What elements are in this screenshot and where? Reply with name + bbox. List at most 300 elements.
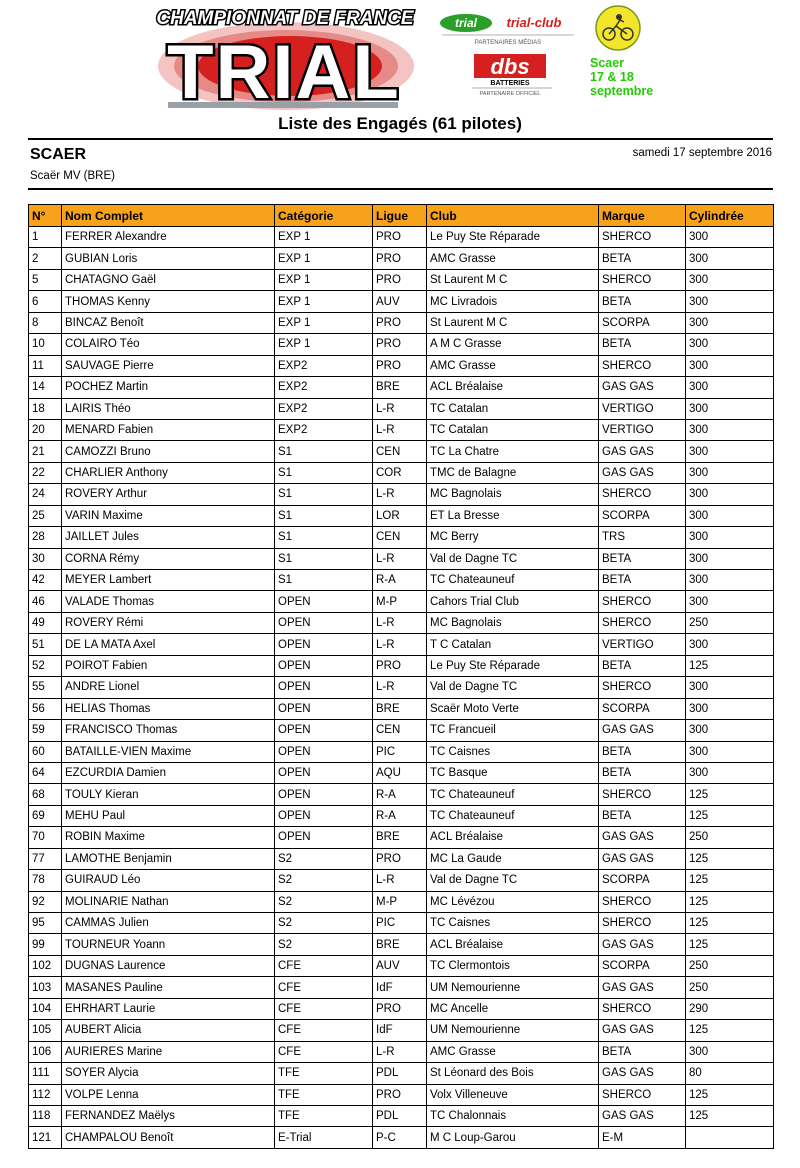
table-row (29, 269, 774, 290)
cell-brand: GAS GAS (599, 1063, 686, 1084)
championnat-trial-logo (150, 4, 420, 112)
cell-brand: BETA (599, 291, 686, 312)
cell-displacement: 300 (686, 248, 774, 269)
cell-displacement: 300 (686, 677, 774, 698)
table-row (29, 248, 774, 269)
cell-name: BINCAZ Benoît (62, 312, 275, 333)
cell-league: AUV (373, 291, 427, 312)
cell-brand: SCORPA (599, 505, 686, 526)
cell-displacement: 300 (686, 762, 774, 783)
cell-category: EXP 1 (275, 291, 373, 312)
cell-displacement: 290 (686, 998, 774, 1019)
cell-number: 6 (29, 291, 62, 312)
cell-number: 121 (29, 1127, 62, 1148)
cell-category: S1 (275, 527, 373, 548)
cell-number: 60 (29, 741, 62, 762)
cell-category: TFE (275, 1105, 373, 1126)
cell-club: ET La Bresse (427, 505, 599, 526)
cell-name: POIROT Fabien (62, 655, 275, 676)
cell-name: MASANES Pauline (62, 977, 275, 998)
table-row (29, 1063, 774, 1084)
cell-league: PRO (373, 848, 427, 869)
cell-category: OPEN (275, 827, 373, 848)
divider-bottom (28, 188, 773, 190)
cell-category: S2 (275, 870, 373, 891)
cell-displacement: 300 (686, 441, 774, 462)
table-row (29, 227, 774, 248)
cell-name: THOMAS Kenny (62, 291, 275, 312)
cell-displacement: 125 (686, 1020, 774, 1041)
cell-category: S1 (275, 505, 373, 526)
dbs-batteries-logo (468, 52, 558, 96)
cell-number: 106 (29, 1041, 62, 1062)
cell-category: EXP 1 (275, 227, 373, 248)
cell-club: T C Catalan (427, 634, 599, 655)
trial-club-logo-text: trial-club (506, 15, 562, 30)
cell-league: PRO (373, 227, 427, 248)
cell-number: 28 (29, 527, 62, 548)
cell-club: MC Bagnolais (427, 612, 599, 633)
cell-category: OPEN (275, 612, 373, 633)
cell-name: CHARLIER Anthony (62, 462, 275, 483)
table-row (29, 698, 774, 719)
cell-number: 56 (29, 698, 62, 719)
cell-displacement: 300 (686, 269, 774, 290)
cell-category: S2 (275, 913, 373, 934)
cell-brand: GAS GAS (599, 1105, 686, 1126)
trial-magazine-logo-text: trial (454, 16, 478, 30)
cell-club: TC Caisnes (427, 741, 599, 762)
cell-league: L-R (373, 398, 427, 419)
cell-name: AURIERES Marine (62, 1041, 275, 1062)
cell-brand: BETA (599, 248, 686, 269)
table-row (29, 913, 774, 934)
cell-club: UM Nemourienne (427, 977, 599, 998)
cell-name: CHAMPALOU Benoît (62, 1127, 275, 1148)
cell-displacement: 300 (686, 570, 774, 591)
table-row (29, 655, 774, 676)
cell-category: CFE (275, 1020, 373, 1041)
col-header-displacement: Cylindrée (686, 205, 774, 227)
cell-displacement: 125 (686, 870, 774, 891)
venue-line-month: septembre (590, 84, 654, 98)
cell-brand: GAS GAS (599, 720, 686, 741)
cell-name: CAMOZZI Bruno (62, 441, 275, 462)
cell-league: CEN (373, 720, 427, 741)
cell-league: PRO (373, 355, 427, 376)
cell-category: EXP2 (275, 419, 373, 440)
cell-category: S1 (275, 548, 373, 569)
cell-club: Le Puy Ste Réparade (427, 655, 599, 676)
cell-displacement: 250 (686, 977, 774, 998)
cell-displacement: 300 (686, 741, 774, 762)
cell-brand: E-M (599, 1127, 686, 1148)
table-row (29, 312, 774, 333)
cell-league: M-P (373, 891, 427, 912)
cell-number: 1 (29, 227, 62, 248)
table-row (29, 827, 774, 848)
cell-name: JAILLET Jules (62, 527, 275, 548)
cell-displacement: 300 (686, 548, 774, 569)
cell-number: 99 (29, 934, 62, 955)
cell-displacement: 300 (686, 355, 774, 376)
col-header-club: Club (427, 205, 599, 227)
cell-brand: BETA (599, 334, 686, 355)
cell-brand: BETA (599, 548, 686, 569)
cell-category: EXP2 (275, 377, 373, 398)
cell-club: UM Nemourienne (427, 1020, 599, 1041)
table-row (29, 870, 774, 891)
cell-brand: GAS GAS (599, 377, 686, 398)
cell-name: BATAILLE-VIEN Maxime (62, 741, 275, 762)
cell-displacement: 300 (686, 312, 774, 333)
cell-league: PIC (373, 741, 427, 762)
cell-displacement: 300 (686, 720, 774, 741)
media-partners-caption: PARTENAIRES MÉDIAS (474, 40, 542, 46)
cell-brand: VERTIGO (599, 398, 686, 419)
cell-brand: VERTIGO (599, 419, 686, 440)
cell-club: TC Catalan (427, 419, 599, 440)
cell-league: PDL (373, 1105, 427, 1126)
cell-category: EXP 1 (275, 312, 373, 333)
table-row (29, 1084, 774, 1105)
cell-displacement: 250 (686, 612, 774, 633)
cell-name: EHRHART Laurie (62, 998, 275, 1019)
cell-category: TFE (275, 1084, 373, 1105)
cell-club: TMC de Balagne (427, 462, 599, 483)
cell-name: GUIRAUD Léo (62, 870, 275, 891)
venue-line-town: Scaer (590, 56, 625, 70)
cell-club: TC Francueil (427, 720, 599, 741)
cell-club: TC Clermontois (427, 955, 599, 976)
table-row (29, 419, 774, 440)
cell-club: AMC Grasse (427, 248, 599, 269)
cell-league: IdF (373, 1020, 427, 1041)
cell-brand: SHERCO (599, 998, 686, 1019)
cell-club: MC Livradois (427, 291, 599, 312)
championship-line1: CHAMPIONNAT DE FRANCE (156, 8, 414, 29)
table-row (29, 1127, 774, 1148)
cell-number: 20 (29, 419, 62, 440)
cell-category: CFE (275, 955, 373, 976)
cell-club: Volx Villeneuve (427, 1084, 599, 1105)
cell-displacement: 300 (686, 591, 774, 612)
cell-displacement: 125 (686, 1105, 774, 1126)
championship-line2: TRIAL (167, 30, 401, 112)
cell-name: HELIAS Thomas (62, 698, 275, 719)
cell-league: M-P (373, 591, 427, 612)
cell-category: OPEN (275, 655, 373, 676)
cell-club: MC Bagnolais (427, 484, 599, 505)
table-row (29, 1105, 774, 1126)
cell-brand: SHERCO (599, 612, 686, 633)
cell-name: VARIN Maxime (62, 505, 275, 526)
cell-number: 21 (29, 441, 62, 462)
cell-name: VOLPE Lenna (62, 1084, 275, 1105)
cell-league: PRO (373, 248, 427, 269)
cell-category: CFE (275, 1041, 373, 1062)
cell-displacement: 300 (686, 698, 774, 719)
dbs-batteries-text: BATTERIES (490, 80, 530, 87)
cell-league: COR (373, 462, 427, 483)
cell-club: St Léonard des Bois (427, 1063, 599, 1084)
cell-brand: BETA (599, 1041, 686, 1062)
cell-displacement: 300 (686, 334, 774, 355)
cell-displacement: 125 (686, 784, 774, 805)
cell-brand: SHERCO (599, 891, 686, 912)
cell-club: TC Chateauneuf (427, 570, 599, 591)
cell-name: POCHEZ Martin (62, 377, 275, 398)
table-body (29, 227, 774, 1149)
cell-category: S1 (275, 484, 373, 505)
cell-category: S2 (275, 891, 373, 912)
cell-name: TOULY Kieran (62, 784, 275, 805)
cell-category: S2 (275, 934, 373, 955)
cell-name: AUBERT Alicia (62, 1020, 275, 1041)
table-row (29, 891, 774, 912)
document-title: Liste des Engagés (61 pilotes) (278, 114, 522, 133)
cell-number: 112 (29, 1084, 62, 1105)
cell-number: 11 (29, 355, 62, 376)
cell-league: PIC (373, 913, 427, 934)
cell-name: DE LA MATA Axel (62, 634, 275, 655)
cell-category: EXP 1 (275, 269, 373, 290)
cell-league: BRE (373, 934, 427, 955)
cell-number: 8 (29, 312, 62, 333)
cell-league: L-R (373, 612, 427, 633)
cell-name: ROVERY Rémi (62, 612, 275, 633)
table-row (29, 677, 774, 698)
col-header-number: N° (29, 205, 62, 227)
table-row (29, 998, 774, 1019)
cell-league: IdF (373, 977, 427, 998)
cell-category: EXP2 (275, 355, 373, 376)
cell-displacement: 300 (686, 527, 774, 548)
cell-league: R-A (373, 805, 427, 826)
cell-brand: VERTIGO (599, 634, 686, 655)
cell-category: OPEN (275, 741, 373, 762)
cell-league: PRO (373, 312, 427, 333)
cell-league: PRO (373, 269, 427, 290)
cell-name: CHATAGNO Gaël (62, 269, 275, 290)
cell-club: TC La Chatre (427, 441, 599, 462)
cell-number: 105 (29, 1020, 62, 1041)
table-row (29, 612, 774, 633)
cell-league: AQU (373, 762, 427, 783)
cell-number: 103 (29, 977, 62, 998)
table-row (29, 355, 774, 376)
cell-brand: SCORPA (599, 955, 686, 976)
cell-name: VALADE Thomas (62, 591, 275, 612)
cell-name: ANDRE Lionel (62, 677, 275, 698)
cell-category: S2 (275, 848, 373, 869)
table-row (29, 548, 774, 569)
cell-category: OPEN (275, 698, 373, 719)
cell-league: CEN (373, 441, 427, 462)
cell-number: 42 (29, 570, 62, 591)
cell-category: OPEN (275, 784, 373, 805)
cell-name: CORNA Rémy (62, 548, 275, 569)
media-partners-logo (438, 10, 578, 50)
cell-brand: BETA (599, 762, 686, 783)
event-venue-dates (590, 56, 710, 98)
cell-number: 22 (29, 462, 62, 483)
cell-number: 52 (29, 655, 62, 676)
table-row (29, 377, 774, 398)
club-emblem-icon (594, 4, 642, 52)
cell-brand: GAS GAS (599, 827, 686, 848)
cell-name: EZCURDIA Damien (62, 762, 275, 783)
table-row (29, 955, 774, 976)
table-row (29, 934, 774, 955)
cell-name: MEYER Lambert (62, 570, 275, 591)
cell-number: 5 (29, 269, 62, 290)
divider-top (28, 138, 773, 140)
cell-number: 14 (29, 377, 62, 398)
cell-league: BRE (373, 698, 427, 719)
cell-club: MC Ancelle (427, 998, 599, 1019)
cell-brand: GAS GAS (599, 462, 686, 483)
cell-brand: SHERCO (599, 913, 686, 934)
cell-club: Cahors Trial Club (427, 591, 599, 612)
cell-brand: SHERCO (599, 1084, 686, 1105)
cell-number: 77 (29, 848, 62, 869)
cell-number: 18 (29, 398, 62, 419)
cell-club: TC Chateauneuf (427, 784, 599, 805)
cell-club: TC Catalan (427, 398, 599, 419)
table-row (29, 398, 774, 419)
cell-displacement: 300 (686, 227, 774, 248)
cell-number: 118 (29, 1105, 62, 1126)
cell-name: TOURNEUR Yoann (62, 934, 275, 955)
cell-brand: BETA (599, 655, 686, 676)
cell-club: TC Chateauneuf (427, 805, 599, 826)
cell-displacement: 300 (686, 377, 774, 398)
cell-displacement: 300 (686, 634, 774, 655)
table-row (29, 784, 774, 805)
cell-category: E-Trial (275, 1127, 373, 1148)
cell-number: 10 (29, 334, 62, 355)
cell-brand: SHERCO (599, 269, 686, 290)
table-header-row (29, 205, 774, 227)
cell-brand: BETA (599, 741, 686, 762)
cell-name: ROVERY Arthur (62, 484, 275, 505)
cell-club: Val de Dagne TC (427, 870, 599, 891)
cell-brand: SHERCO (599, 677, 686, 698)
cell-displacement: 125 (686, 1084, 774, 1105)
cell-league: PDL (373, 1063, 427, 1084)
cell-brand: GAS GAS (599, 848, 686, 869)
cell-name: MENARD Fabien (62, 419, 275, 440)
cell-league: AUV (373, 955, 427, 976)
cell-brand: SHERCO (599, 591, 686, 612)
cell-number: 69 (29, 805, 62, 826)
cell-number: 104 (29, 998, 62, 1019)
cell-displacement: 125 (686, 913, 774, 934)
cell-brand: SHERCO (599, 784, 686, 805)
cell-brand: GAS GAS (599, 934, 686, 955)
cell-name: FERNANDEZ Maëlys (62, 1105, 275, 1126)
cell-club: TC Caisnes (427, 913, 599, 934)
cell-number: 51 (29, 634, 62, 655)
table-row (29, 1020, 774, 1041)
table-row (29, 977, 774, 998)
cell-number: 24 (29, 484, 62, 505)
cell-name: DUGNAS Laurence (62, 955, 275, 976)
cell-name: MEHU Paul (62, 805, 275, 826)
cell-brand: TRS (599, 527, 686, 548)
cell-displacement: 300 (686, 398, 774, 419)
cell-league: PRO (373, 655, 427, 676)
cell-category: S1 (275, 462, 373, 483)
entries-table (28, 204, 774, 1149)
table-row (29, 848, 774, 869)
cell-category: S1 (275, 570, 373, 591)
table-row (29, 570, 774, 591)
cell-league: L-R (373, 548, 427, 569)
cell-number: 25 (29, 505, 62, 526)
cell-category: EXP 1 (275, 334, 373, 355)
cell-category: CFE (275, 998, 373, 1019)
cell-club: M C Loup-Garou (427, 1127, 599, 1148)
cell-club: Val de Dagne TC (427, 548, 599, 569)
table-row (29, 441, 774, 462)
cell-league: LOR (373, 505, 427, 526)
cell-club: ACL Bréalaise (427, 827, 599, 848)
cell-brand: SHERCO (599, 484, 686, 505)
cell-displacement: 250 (686, 827, 774, 848)
cell-name: FERRER Alexandre (62, 227, 275, 248)
cell-number: 46 (29, 591, 62, 612)
cell-displacement: 80 (686, 1063, 774, 1084)
table-row (29, 462, 774, 483)
table-row (29, 334, 774, 355)
col-header-category: Catégorie (275, 205, 373, 227)
cell-club: ACL Bréalaise (427, 377, 599, 398)
cell-league: L-R (373, 419, 427, 440)
cell-name: SOYER Alycia (62, 1063, 275, 1084)
cell-category: S1 (275, 441, 373, 462)
cell-category: OPEN (275, 634, 373, 655)
cell-number: 68 (29, 784, 62, 805)
cell-number: 111 (29, 1063, 62, 1084)
cell-brand: BETA (599, 570, 686, 591)
cell-number: 49 (29, 612, 62, 633)
col-header-brand: Marque (599, 205, 686, 227)
cell-category: TFE (275, 1063, 373, 1084)
cell-displacement: 125 (686, 848, 774, 869)
cell-name: MOLINARIE Nathan (62, 891, 275, 912)
table-row (29, 484, 774, 505)
cell-displacement: 125 (686, 891, 774, 912)
cell-displacement: 250 (686, 955, 774, 976)
cell-name: SAUVAGE Pierre (62, 355, 275, 376)
cell-number: 78 (29, 870, 62, 891)
cell-brand: SHERCO (599, 227, 686, 248)
cell-league: PRO (373, 1084, 427, 1105)
cell-brand: SCORPA (599, 698, 686, 719)
cell-league: L-R (373, 677, 427, 698)
cell-brand: GAS GAS (599, 441, 686, 462)
cell-number: 95 (29, 913, 62, 934)
table-row (29, 762, 774, 783)
cell-number: 70 (29, 827, 62, 848)
cell-brand: BETA (599, 805, 686, 826)
col-header-league: Ligue (373, 205, 427, 227)
cell-number: 2 (29, 248, 62, 269)
cell-league: L-R (373, 1041, 427, 1062)
cell-club: St Laurent M C (427, 269, 599, 290)
